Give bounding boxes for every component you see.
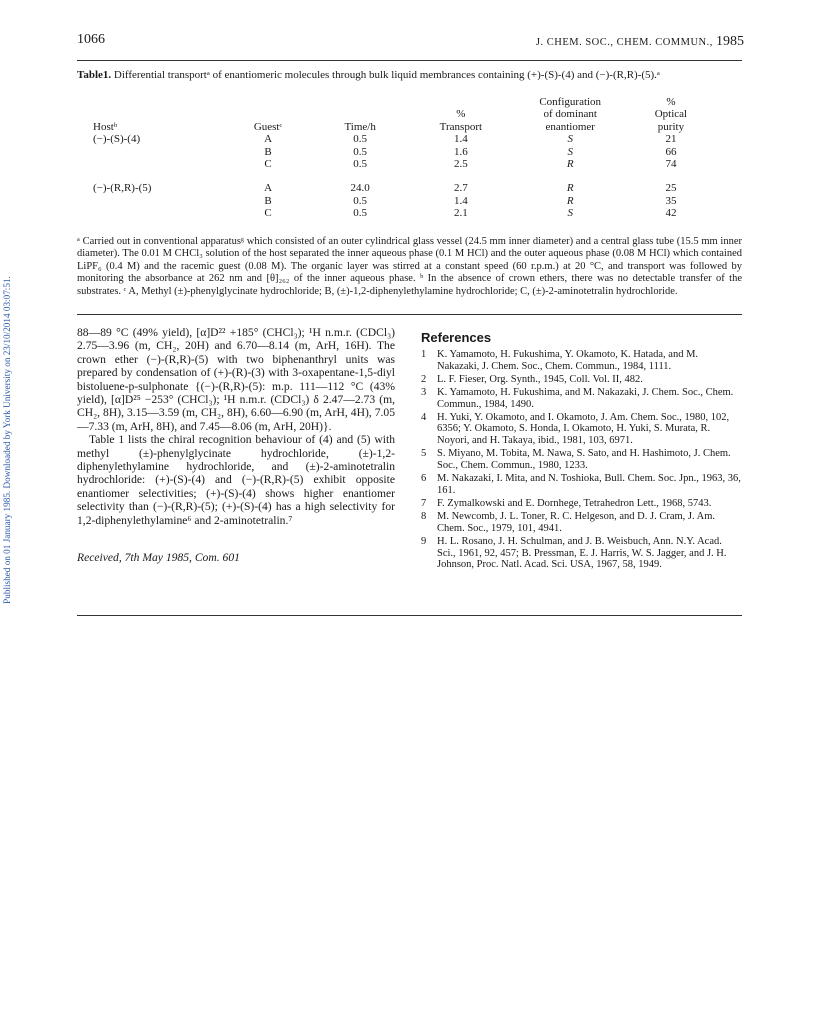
reference-number: 7 <box>421 497 427 509</box>
guest-cell: B <box>264 145 272 158</box>
table-caption-label: Table1. <box>77 69 112 81</box>
guest-cell: A <box>264 133 273 146</box>
reference-item <box>421 349 742 373</box>
reference-text: L. F. Fieser, Org. Synth., 1945, Coll. Vol. II, 482. <box>437 373 643 385</box>
transport-cell: 2.1 <box>453 207 468 220</box>
reference-number: 3 <box>421 386 427 398</box>
references-list <box>421 349 742 572</box>
download-watermark <box>0 240 16 640</box>
transport-cell: 1.4 <box>453 194 468 207</box>
header-transport-2: Transport <box>439 120 483 133</box>
purity-cell: 66 <box>665 145 677 158</box>
purity-cell: 21 <box>665 133 677 146</box>
body-paragraph: Table 1 lists the chiral recognition behaviour of (4) and (5) with methyl (±)-phenylglycinate hydrochloride, (±)-1,2-diphenylethylamine hydrochloride, and (±)-2-aminotetralin hydrochloride: (+)-(S)-(4) and (−)-(R,R)-(5) exhibit opposite enantiomer selectivities; (+)-(S)-(4) shows higher enantiomer selectivity than (−)-(R,R)-(5); (+)-(S)-(4) has a high selectivity for 1,2-diphenylethylamine⁶ and 2-aminotetralin.⁷ <box>77 433 395 527</box>
reference-text: M. Newcomb, J. L. Toner, R. C. Helgeson, and D. J. Cram, J. Am. Chem. Soc., 1979, 101, 4941. <box>437 510 716 534</box>
time-cell: 24.0 <box>350 182 370 195</box>
reference-text: M. Nakazaki, I. Mita, and N. Toshioka, Bull. Chem. Soc. Jpn., 1963, 36, 161. <box>437 473 741 496</box>
config-cell: R <box>566 194 574 207</box>
table-header-row <box>77 121 717 133</box>
purity-cell: 25 <box>665 182 677 195</box>
time-cell: 0.5 <box>353 145 368 158</box>
guest-cell: B <box>264 194 272 207</box>
reference-item <box>421 412 742 448</box>
header-config-3: enantiomer <box>545 120 595 133</box>
header-transport-1: % <box>456 108 466 121</box>
config-cell: S <box>567 133 573 146</box>
reference-item <box>421 498 742 510</box>
reference-item <box>421 387 742 411</box>
reference-text: F. Zymalkowski and E. Dornhege, Tetrahedron Lett., 1968, 5743. <box>437 497 712 509</box>
host-cell: (−)-(R,R)-(5) <box>93 182 152 195</box>
transport-cell: 1.4 <box>453 133 468 146</box>
received-line: Received, 7th May 1985, Com. 601 <box>77 551 240 564</box>
reference-item <box>421 536 742 572</box>
references-heading: References <box>421 330 492 345</box>
header-config-2: of dominant <box>543 108 597 121</box>
table-row <box>77 195 717 207</box>
purity-cell: 42 <box>665 207 677 220</box>
table-row <box>77 146 717 158</box>
reference-item <box>421 374 742 386</box>
guest-cell: C <box>264 207 272 220</box>
transport-cell: 2.5 <box>453 158 468 171</box>
purity-cell: 74 <box>665 158 677 171</box>
transport-cell: 2.7 <box>453 182 468 195</box>
table-footnote: ᵃ Carried out in conventional apparatusᵍ which consisted of an outer cylindrical glass vessel (24.5 mm inner diameter) and a central glass tube (15.5 mm inner diameter). The 0.01 M CHCl₃ solution of the host separated the inner aqueous phase (0.1 M HCl) and the outer aqueous phase (0.08 M HCl) which contained LiPF₆ (0.4 M) and the racemic guest (0.08 M). The organic layer was stirred at a constant speed (60 r.p.m.) at 20 °C, and transport was followed by monitoring the absorbance at 262 nm and [θ]₂₆₂ of the inner aqueous phase. ᵇ In the absence of crown ethers, there was no detectable transfer of the substrates. ᶜ A, Methyl (±)-phenylglycinate hydrochloride; B, (±)-1,2-diphenylethylamine hydrochloride; C, (±)-2-aminotetralin hydrochloride. <box>77 236 742 297</box>
table-caption-text: Differential transportᵃ of enantiomeric molecules through bulk liquid membrances containing (+)-(S)-(4) and (−)-(R,R)-(5).ᵃ <box>113 69 660 81</box>
transport-cell: 1.6 <box>453 145 468 158</box>
watermark-text: Published on 01 January 1985. Downloaded by York University on 23/10/2014 03:07:51. <box>2 276 12 604</box>
reference-item <box>421 448 742 472</box>
header-purity-3: purity <box>657 120 685 133</box>
table-header-row <box>77 108 717 120</box>
time-cell: 0.5 <box>353 207 368 220</box>
config-cell: R <box>566 158 574 171</box>
body-paragraph: 88—89 °C (49% yield), [α]D²² +185° (CHCl₃); ¹H n.m.r. (CDCl₃) 2.75—3.96 (m, CH₂, 20H) and 6.70—8.14 (m, ArH, 16H). The crown ether (−)-(R,R)-(5) with two biphenanthryl units was prepared by condensation of (+)-(R)-(3) with 3-oxapentane-1,5-diyl bistoluene-p-sulphonate {(−)-(R,R)-(5): m.p. 111—112 °C (43% yield), [α]D²⁵ −253° (CHCl₃); ¹H n.m.r. (CDCl₃) δ 2.47—2.73 (m, CH₂, 8H), 3.15—3.59 (m, CH₂, 8H), 6.60—6.90 (m, ArH, 4H), 7.05—7.33 (m, ArH, 8H), and 7.45—8.06 (m, ArH, 20H)}. <box>77 326 395 433</box>
time-cell: 0.5 <box>353 158 368 171</box>
reference-number: 6 <box>421 473 427 485</box>
header-host: Hostᵇ <box>93 120 118 133</box>
time-cell: 0.5 <box>353 194 368 207</box>
header-purity-2: Optical <box>654 108 688 121</box>
config-cell: R <box>566 182 574 195</box>
purity-cell: 35 <box>665 194 677 207</box>
journal-year: 1985 <box>716 34 744 49</box>
reference-item <box>421 511 742 535</box>
host-cell: (−)-(S)-(4) <box>93 133 141 146</box>
reference-number: 8 <box>421 510 427 522</box>
header-rule <box>77 60 742 61</box>
table-bottom-rule <box>77 314 742 315</box>
guest-cell: A <box>264 182 273 195</box>
table-caption <box>77 69 742 81</box>
reference-number: 5 <box>421 448 427 460</box>
config-cell: S <box>567 145 573 158</box>
config-cell: S <box>567 207 573 220</box>
time-cell: 0.5 <box>353 133 368 146</box>
reference-number: 9 <box>421 535 427 547</box>
body-text <box>77 326 395 527</box>
header-config-1: Configuration <box>539 96 602 108</box>
transport-table <box>77 96 717 220</box>
reference-item <box>421 473 742 497</box>
reference-text: K. Yamamoto, H. Fukushima, Y. Okamoto, K. Hatada, and M. Nakazaki, J. Chem. Soc., Chem. Commun., 1984, 1111. <box>437 349 699 372</box>
page-number: 1066 <box>77 32 105 47</box>
reference-number: 1 <box>421 349 427 360</box>
reference-text: H. L. Rosano, J. H. Schulman, and J. B. Weisbuch, Ann. N.Y. Acad. Sci., 1961, 92, 457; B. Pressman, E. J. Harris, W. S. Jagger, and J. H. Johnson, Proc. Natl. Acad. Sci. USA, 1967, 58, 1949. <box>437 535 727 571</box>
journal-name: J. CHEM. SOC., CHEM. COMMUN., <box>535 37 713 48</box>
reference-text: K. Yamamoto, H. Fukushima, and M. Nakazaki, J. Chem. Soc., Chem. Commun., 1984, 1490. <box>437 386 734 410</box>
table-row <box>77 182 717 194</box>
table-row <box>77 158 717 170</box>
running-title <box>536 34 744 50</box>
header-purity-1: % <box>666 96 676 108</box>
header-guest: Guestᶜ <box>253 120 283 133</box>
header-time: Time/h <box>344 120 376 133</box>
reference-number: 2 <box>421 373 427 385</box>
guest-cell: C <box>264 158 272 171</box>
reference-text: H. Yuki, Y. Okamoto, and I. Okamoto, J. Am. Chem. Soc., 1980, 102, 6356; Y. Okamoto, S. Honda, I. Okamoto, H. Yuki, S. Murata, R. Noyori, and H. Takaya, ibid., 1981, 103, 6971. <box>437 411 730 447</box>
table-header-row <box>77 96 717 108</box>
table-row <box>77 133 717 145</box>
page-bottom-rule <box>77 615 742 616</box>
table-row <box>77 207 717 219</box>
reference-number: 4 <box>421 411 427 423</box>
reference-text: S. Miyano, M. Tobita, M. Nawa, S. Sato, and H. Hashimoto, J. Chem. Soc., Chem. Commun., 1980, 1233. <box>437 448 731 472</box>
